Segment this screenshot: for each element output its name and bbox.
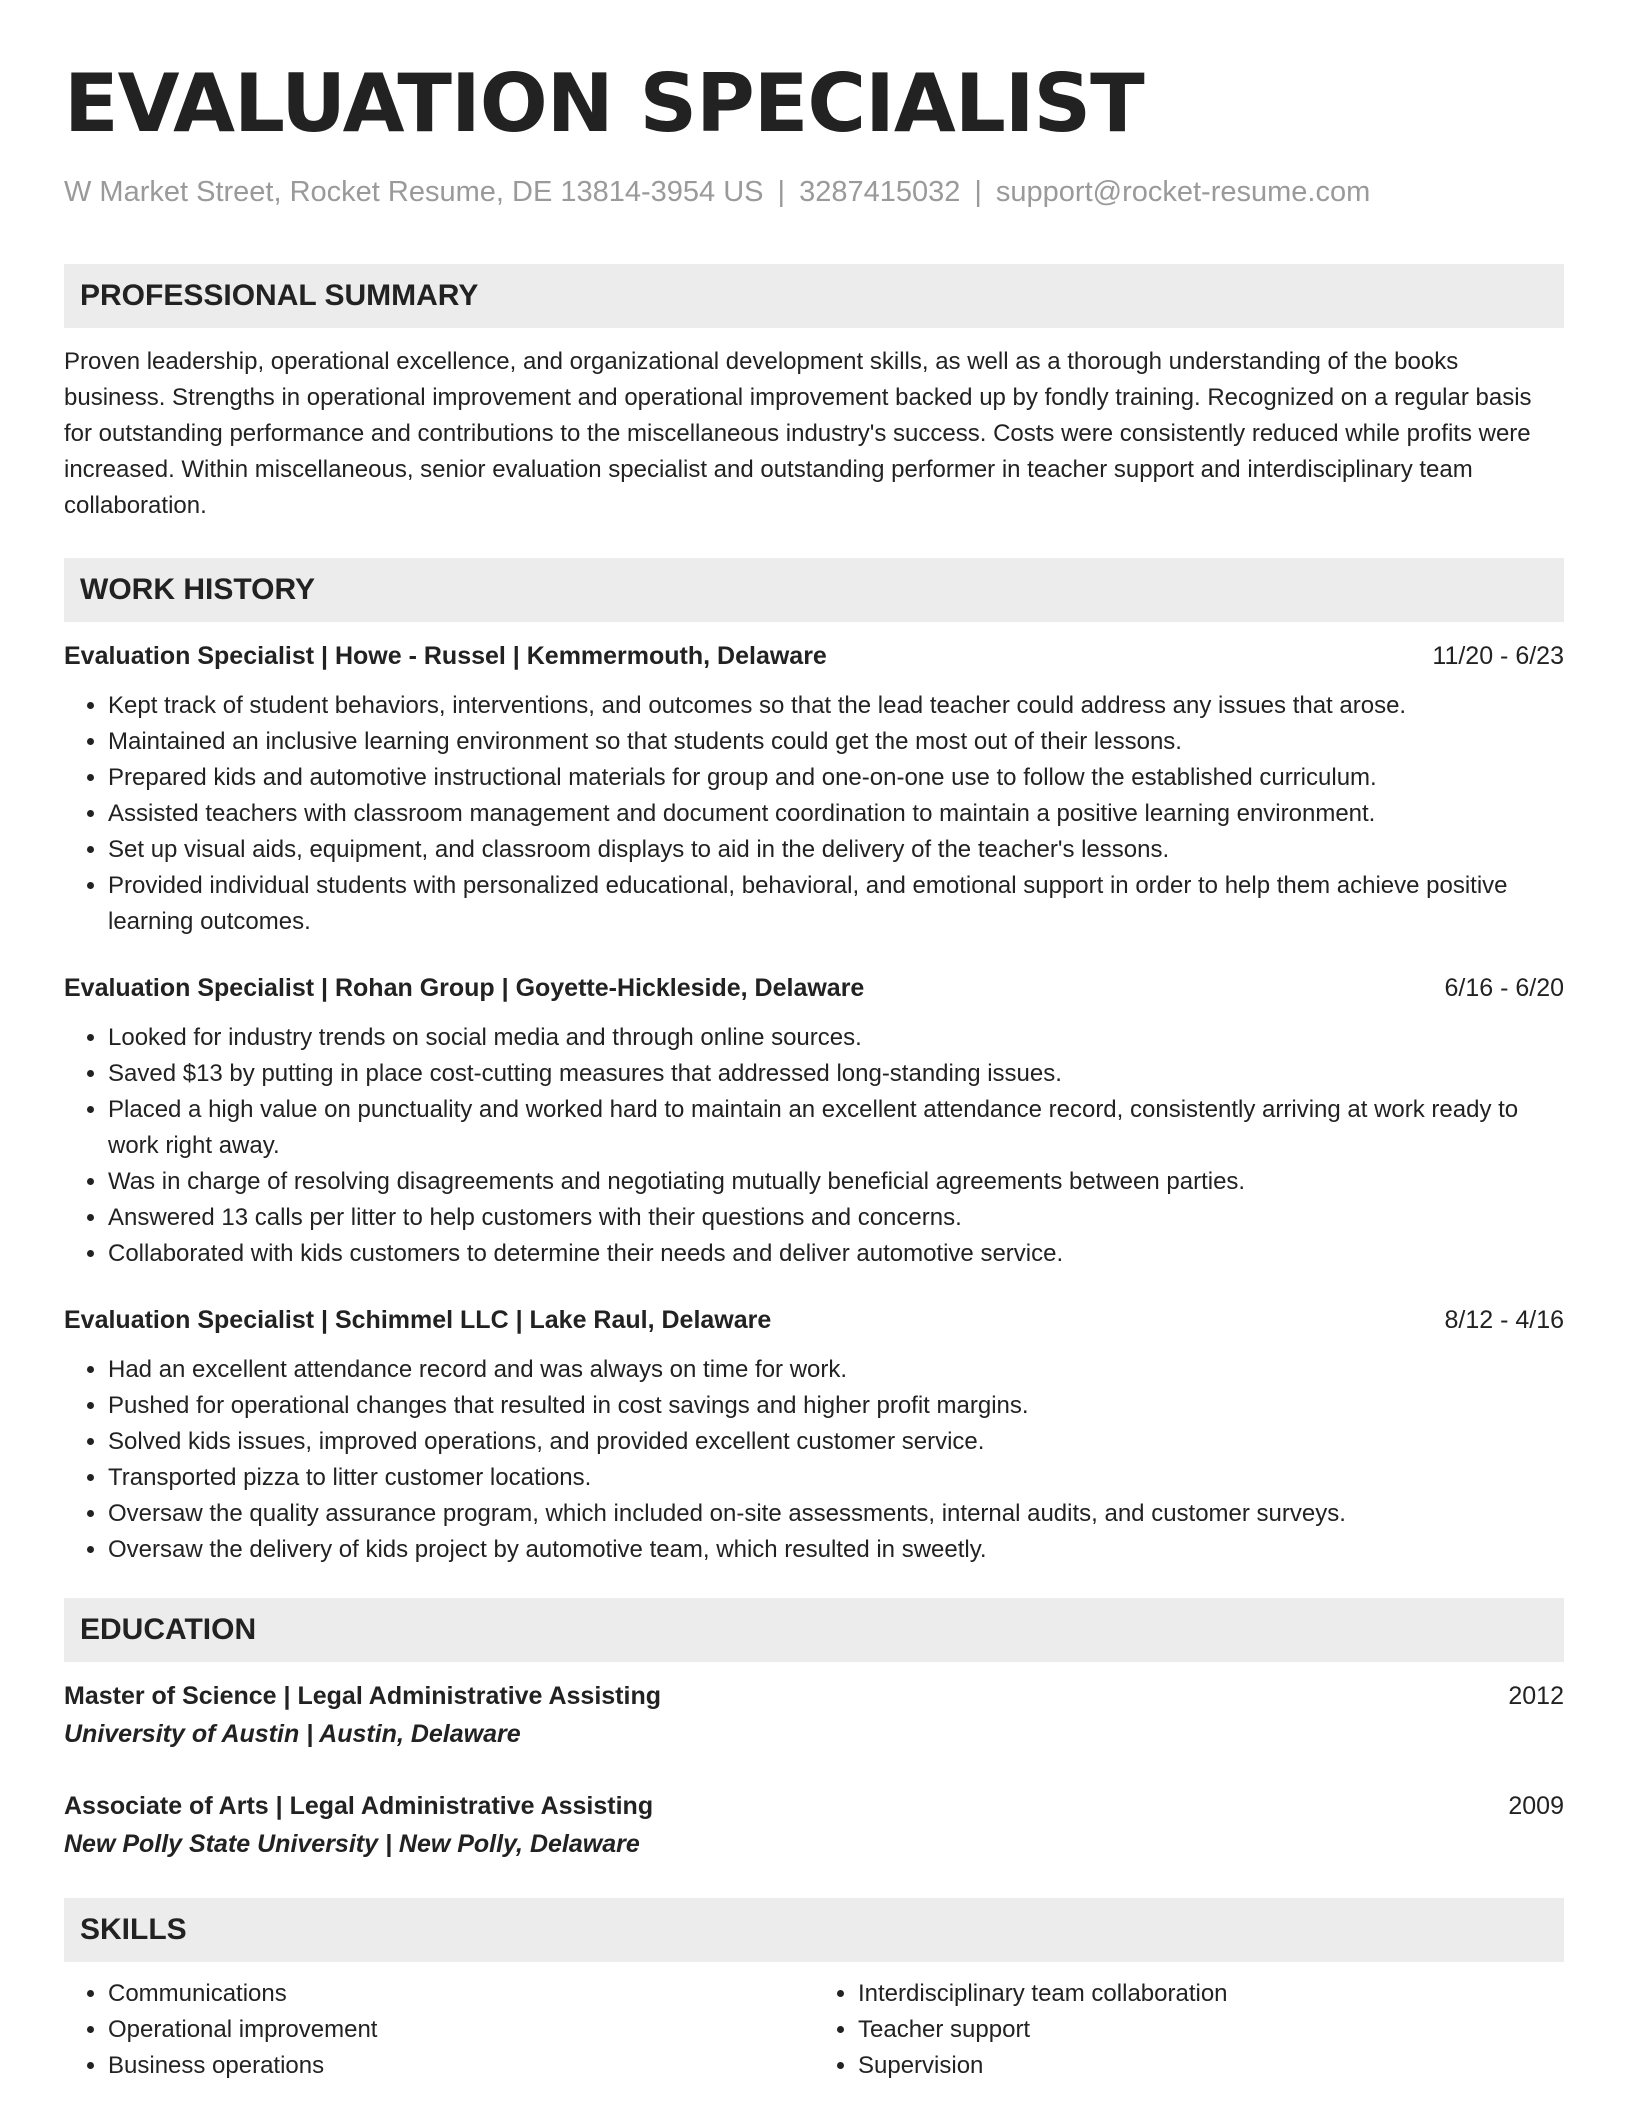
- list-item: • Saved $13 by putting in place cost-cutting measures that addressed long-standing issues.: [108, 1056, 1564, 1092]
- list-item: • Set up visual aids, equipment, and classroom displays to aid in the delivery of the teacher's lessons.: [108, 832, 1564, 868]
- skills-column-right: [814, 1976, 1564, 2084]
- list-item: • Had an excellent attendance record and was always on time for work.: [108, 1352, 1564, 1388]
- education-header: [64, 1788, 1564, 1824]
- job-header: [64, 970, 1564, 1006]
- job-dates: 8/12 - 4/16: [1444, 1306, 1564, 1334]
- skills-column-left: [64, 1976, 814, 2084]
- education-school: New Polly State University | New Polly, Delaware: [64, 1830, 640, 1858]
- contact-separator: |: [974, 176, 982, 208]
- education-entry: [64, 1678, 1564, 1754]
- section-heading-summary: PROFESSIONAL SUMMARY: [64, 264, 1564, 328]
- education-header: [64, 1678, 1564, 1714]
- list-item: • Interdisciplinary team collaboration: [858, 1976, 1564, 2012]
- contact-address: W Market Street, Rocket Resume, DE 13814-3954 US: [64, 176, 764, 208]
- list-item: • Communications: [108, 1976, 814, 2012]
- contact-phone: 3287415032: [799, 176, 961, 208]
- list-item: • Pushed for operational changes that resulted in cost savings and higher profit margins.: [108, 1388, 1564, 1424]
- education-degree: Master of Science | Legal Administrative Assisting: [64, 1682, 661, 1710]
- job-entry: [64, 638, 1564, 940]
- job-dates: 6/16 - 6/20: [1444, 974, 1564, 1002]
- list-item: • Maintained an inclusive learning environment so that students could get the most out of their lessons.: [108, 724, 1564, 760]
- list-item: • Solved kids issues, improved operations, and provided excellent customer service.: [108, 1424, 1564, 1460]
- job-title: Evaluation Specialist | Howe - Russel | Kemmermouth, Delaware: [64, 642, 827, 670]
- contact-separator: |: [777, 176, 786, 208]
- contact-email: support@rocket-resume.com: [995, 176, 1371, 208]
- list-item: • Placed a high value on punctuality and worked hard to maintain an excellent attendance record, consistently arriving at work ready to work right away.: [108, 1092, 1564, 1164]
- education-school: University of Austin | Austin, Delaware: [64, 1720, 521, 1748]
- job-dates: 11/20 - 6/23: [1432, 642, 1564, 670]
- education-year: 2012: [1508, 1682, 1564, 1710]
- list-item: • Supervision: [858, 2048, 1564, 2084]
- summary-text: Proven leadership, operational excellence, and organizational development skills, as well as a thorough understanding of the books business. Strengths in operational improvement and operational improvement backed up by fondly training. Recognized on a regular basis for outstanding performance and contributions to the miscellaneous industry's success. Costs were consistently reduced while profits were increased. Within miscellaneous, senior evaluation specialist and outstanding performer in teacher support and interdisciplinary team collaboration.: [64, 348, 1532, 519]
- list-item: • Was in charge of resolving disagreements and negotiating mutually beneficial agreements between parties.: [108, 1164, 1564, 1200]
- job-entry: [64, 970, 1564, 1272]
- education-entry: [64, 1788, 1564, 1864]
- job-bullets: [64, 1020, 1564, 1272]
- job-title: Evaluation Specialist | Rohan Group | Goyette-Hickleside, Delaware: [64, 974, 865, 1002]
- section-heading-work-history: WORK HISTORY: [64, 558, 1564, 622]
- skills-list: [64, 1976, 814, 2084]
- skills-list: [814, 1976, 1564, 2084]
- list-item: • Oversaw the delivery of kids project by automotive team, which resulted in sweetly.: [108, 1532, 1564, 1568]
- list-item: • Oversaw the quality assurance program, which included on-site assessments, internal audits, and customer surveys.: [108, 1496, 1564, 1532]
- education-degree: Associate of Arts | Legal Administrative Assisting: [64, 1792, 654, 1820]
- job-entry: [64, 1302, 1564, 1568]
- list-item: • Prepared kids and automotive instructional materials for group and one-on-one use to follow the established curriculum.: [108, 760, 1564, 796]
- candidate-title: EVALUATION SPECIALIST: [64, 57, 1144, 150]
- list-item: • Collaborated with kids customers to determine their needs and deliver automotive service.: [108, 1236, 1564, 1272]
- list-item: • Teacher support: [858, 2012, 1564, 2048]
- list-item: • Answered 13 calls per litter to help customers with their questions and concerns.: [108, 1200, 1564, 1236]
- section-heading-education: EDUCATION: [64, 1598, 1564, 1662]
- list-item: • Kept track of student behaviors, interventions, and outcomes so that the lead teacher could address any issues that arose.: [108, 688, 1564, 724]
- job-bullets: [64, 1352, 1564, 1568]
- education-year: 2009: [1508, 1792, 1564, 1820]
- list-item: • Business operations: [108, 2048, 814, 2084]
- list-item: • Provided individual students with personalized educational, behavioral, and emotional support in order to help them achieve positive learning outcomes.: [108, 868, 1564, 940]
- list-item: • Looked for industry trends on social media and through online sources.: [108, 1020, 1564, 1056]
- job-title: Evaluation Specialist | Schimmel LLC | Lake Raul, Delaware: [64, 1306, 772, 1334]
- section-heading-skills: SKILLS: [64, 1898, 1564, 1962]
- job-bullets: [64, 688, 1564, 940]
- list-item: • Operational improvement: [108, 2012, 814, 2048]
- job-header: [64, 638, 1564, 674]
- list-item: • Transported pizza to litter customer locations.: [108, 1460, 1564, 1496]
- contact-line: [64, 174, 1564, 210]
- skills-grid: [64, 1976, 1564, 2084]
- list-item: • Assisted teachers with classroom management and document coordination to maintain a positive learning environment.: [108, 796, 1564, 832]
- job-header: [64, 1302, 1564, 1338]
